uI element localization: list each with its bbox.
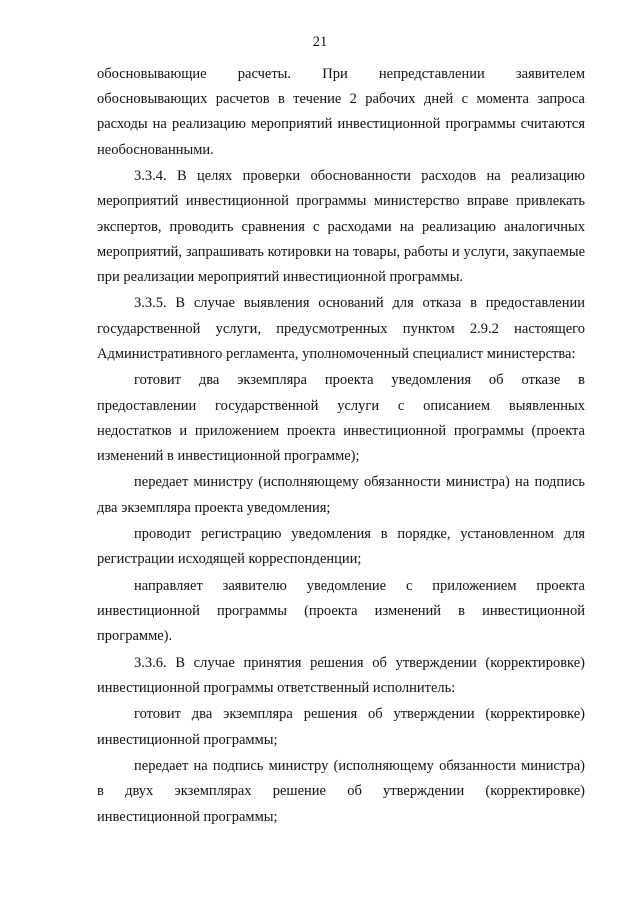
page-number: 21 <box>312 34 328 50</box>
paragraph-3-3-6: 3.3.6. В случае принятия решения об утверждении (корректировке) инвестиционной программы ответственный исполнитель: <box>97 654 585 696</box>
paragraph-1: обосновывающие расчеты. При непредставлении заявителем обосновывающих расчетов в течение 2 рабочих дней с момента запроса расходы на реализацию мероприятий инвестиционной программы считаются необоснованными. <box>97 66 585 158</box>
body-text <box>97 62 585 831</box>
list-item-prepare-notice: готовит два экземпляра проекта уведомления об отказе в предоставлении государственной услуги с описанием выявленных недостатков и приложением проекта инвестиционной программы (проекта изменений в инвестиционной программе); <box>97 372 585 464</box>
list-item-send-notice: направляет заявителю уведомление с приложением проекта инвестиционной программы (проекта изменений в инвестиционной программе). <box>97 577 585 645</box>
list-item-submit-decision: передает на подпись министру (исполняющему обязанности министра) в двух экземплярах решение об утверждении (корректировке) инвестиционной программы; <box>97 758 585 825</box>
paragraph-3-3-5: 3.3.5. В случае выявления оснований для отказа в предоставлении государственной услуги, предусмотренных пунктом 2.9.2 настоящего Административного регламента, уполномоченный специалист министерства: <box>97 295 585 362</box>
list-item-register-notice: проводит регистрацию уведомления в порядке, установленном для регистрации исходящей корреспонденции; <box>97 526 585 568</box>
paragraph-3-3-4: 3.3.4. В целях проверки обоснованности расходов на реализацию мероприятий инвестиционной программы министерство вправе привлекать экспертов, проводить сравнения с расходами на реализацию аналогичных мероприятий, запрашивать котировки на товары, работы и услуги, закупаемые при реализации мероприятий инвестиционной программы. <box>97 168 585 285</box>
list-item-prepare-decision: готовит два экземпляра решения об утверждении (корректировке) инвестиционной программы; <box>97 706 585 748</box>
list-item-submit-for-signature: передает министру (исполняющему обязанности министра) на подпись два экземпляра проекта уведомления; <box>97 474 585 516</box>
